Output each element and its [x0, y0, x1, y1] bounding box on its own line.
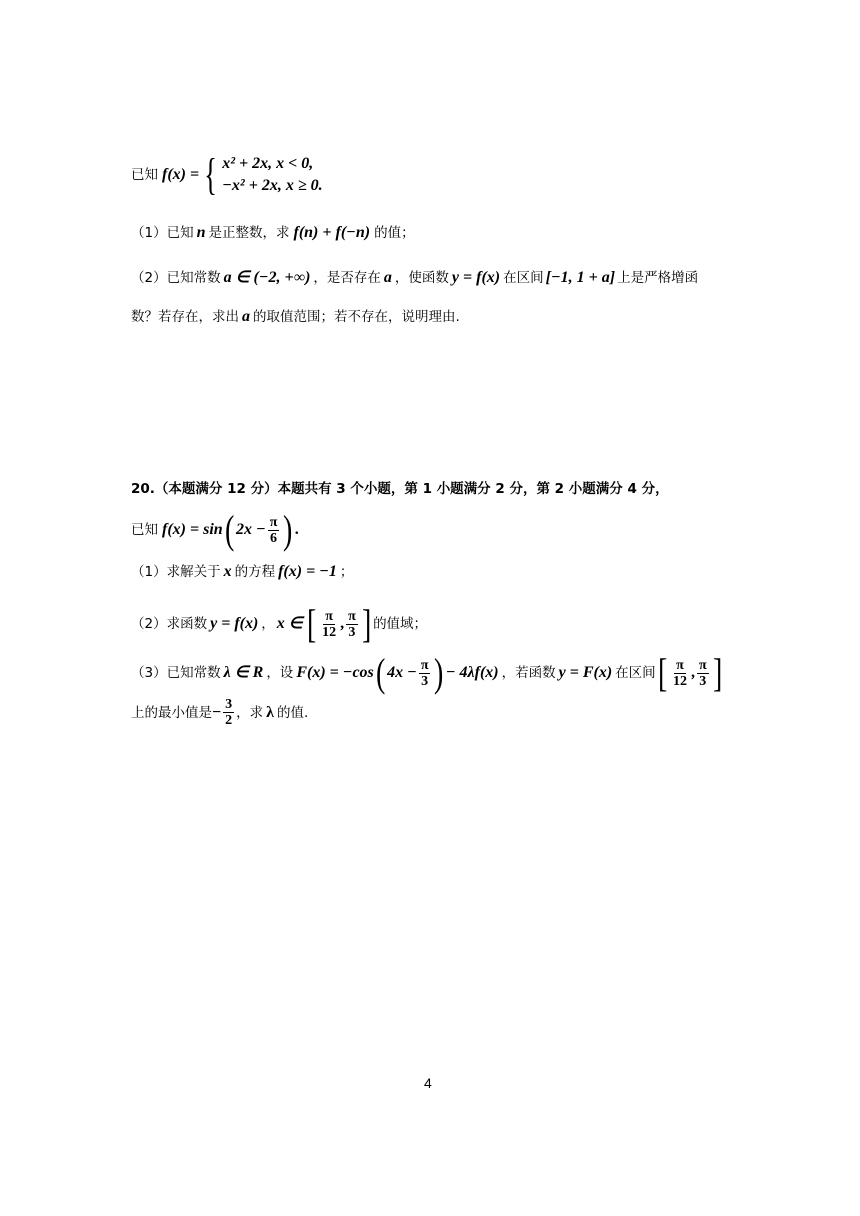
q20-p3-line2-b: ，求	[236, 704, 264, 721]
q19-p1-expr: f(n) + f(−n)	[293, 224, 371, 241]
q20-definition	[131, 507, 299, 552]
q19-definition	[131, 150, 323, 199]
fraction-denominator: 3	[699, 673, 707, 689]
q19-p2-tail: 上是严格增函	[617, 270, 699, 286]
piecewise-brace: {	[204, 150, 218, 199]
q20-p2-xin: x ∈	[276, 615, 303, 632]
q20-p2-comma: ，	[261, 616, 275, 632]
fraction-numerator: π	[698, 657, 707, 673]
fraction-denominator: 2	[225, 713, 233, 728]
q19-p1-mid: 是正整数，求	[208, 225, 290, 241]
three-halves-fraction	[223, 697, 234, 728]
q20-p3-lambda-sym: λ	[266, 703, 274, 721]
q20-p2-func: y = f(x)	[210, 615, 259, 632]
q19-p2-line2-var: a	[242, 308, 250, 325]
pi-over-3-fraction	[419, 658, 431, 689]
q20-p3-mid1: ，设	[266, 665, 294, 681]
q20-p3-line2-c: 的值.	[276, 704, 309, 721]
piecewise-cases	[222, 153, 322, 197]
q19-p2-mid2: ，使函数	[394, 270, 449, 286]
left-paren: (	[375, 650, 386, 695]
q19-p2-a: a	[383, 269, 392, 286]
q20-p3-F-pre: F(x) = −cos	[296, 664, 374, 681]
q20-p2-tail: 的值域；	[373, 616, 428, 632]
q20-p1-x: x	[223, 563, 232, 580]
pi-over-3-fraction	[346, 609, 358, 640]
fraction-numerator: π	[348, 608, 356, 624]
fraction-numerator: π	[676, 657, 684, 673]
q19-p1-label: （1）已知	[131, 225, 194, 241]
q19-p2-label: （2）已知常数	[131, 270, 221, 286]
q20-p3-func: y = F(x)	[558, 664, 613, 681]
q20-part3-line1: （3）已知常数 λ ∈ R ，设 F(x) = −cos ( 4x − $\frac{\pi}{3}$ ) − 4λf(x) ，若函数 y = F(x) 在区间 [ $\frac{\pi}{12}$ , $\frac{\pi}{3}$ ]	[131, 650, 722, 695]
pi-over-3-fraction	[697, 658, 709, 689]
q19-p2-mid1: ，是否存在	[313, 270, 381, 286]
pi-over-12-fraction	[320, 609, 338, 640]
q20-f-def-arg: 2x −	[236, 521, 266, 538]
q19-p1-n: n	[196, 224, 206, 241]
right-bracket: ]	[712, 650, 722, 695]
q19-p2-interval: [−1, 1 + a]	[545, 269, 616, 286]
page-number: 4	[424, 1075, 432, 1091]
q19-part1	[131, 223, 415, 243]
left-bracket: [	[306, 601, 317, 646]
q20-p1-mid: 的方程	[234, 564, 276, 580]
q20-p3-F-post: − 4λf(x)	[445, 664, 499, 681]
q20-p3-line2-a: 上的最小值是	[131, 704, 212, 721]
q20-p3-label: （3）已知常数	[131, 665, 221, 681]
fraction-denominator: 12	[322, 624, 337, 640]
fraction-denominator: 3	[348, 624, 356, 640]
q19-part2-line2	[131, 307, 460, 327]
left-paren: (	[224, 507, 235, 552]
right-bracket: ]	[361, 601, 372, 646]
fraction-denominator: 3	[421, 673, 429, 689]
q20-p3-F-arg: 4x −	[387, 664, 417, 681]
pi-over-6-fraction	[268, 515, 280, 546]
right-paren: )	[434, 650, 444, 695]
q20-p3-mid2: ，若函数	[501, 665, 556, 681]
fraction-denominator: 6	[270, 530, 278, 546]
left-bracket: [	[657, 650, 667, 695]
q19-p2-mid3: 在区间	[503, 270, 544, 286]
q19-part2-line1	[131, 268, 698, 288]
fraction-numerator: 3	[225, 697, 233, 712]
fraction-denominator: 12	[672, 673, 687, 689]
q20-p3-minus: −	[212, 703, 222, 721]
case-2: −x² + 2x, x ≥ 0.	[222, 177, 323, 194]
q19-f-lhs: f(x) =	[162, 166, 200, 183]
q19-p1-tail: 的值；	[374, 225, 415, 241]
q19-p2-func: y = f(x)	[451, 269, 501, 286]
q20-f-def-lhs: f(x) = sin	[162, 521, 223, 538]
q20-period: .	[294, 521, 299, 538]
fraction-numerator: π	[420, 657, 429, 673]
q20-part3-line2	[131, 697, 308, 728]
q20-p2-label: （2）求函数	[131, 616, 208, 632]
q20-intro-label: 已知	[131, 522, 158, 538]
q19-p2-cond: a ∈ (−2, +∞)	[223, 269, 311, 286]
q19-intro-label: 已知	[131, 167, 158, 183]
q20-header-text: 20.（本题满分 12 分）本题共有 3 个小题，第 1 小题满分 2 分，第 2 小题满分 4 分，	[131, 481, 669, 497]
fraction-numerator: π	[269, 514, 278, 530]
q20-p3-mid3: 在区间	[615, 665, 656, 681]
q20-p1-label: （1）求解关于	[131, 564, 221, 580]
q20-p1-eq: f(x) = −1	[278, 563, 337, 580]
q20-part1	[131, 562, 353, 582]
q20-part2: （2）求函数 y = f(x) ， x ∈ [ $\frac{\pi}{12}$ , $\frac{\pi}{3}$ ] 的值域；	[131, 601, 428, 646]
right-paren: )	[283, 507, 293, 552]
q19-p2-line2-a: 数？若存在，求出	[131, 309, 239, 325]
case-1: x² + 2x, x < 0,	[222, 155, 314, 172]
q20-p3-lambda: λ ∈ R	[223, 664, 264, 681]
q20-p1-tail: ；	[339, 564, 354, 580]
q20-header	[131, 479, 669, 499]
pi-over-12-fraction	[671, 658, 689, 689]
q19-p2-line2-b: 的取值范围；若不存在，说明理由.	[253, 309, 460, 325]
fraction-numerator: π	[325, 608, 333, 624]
